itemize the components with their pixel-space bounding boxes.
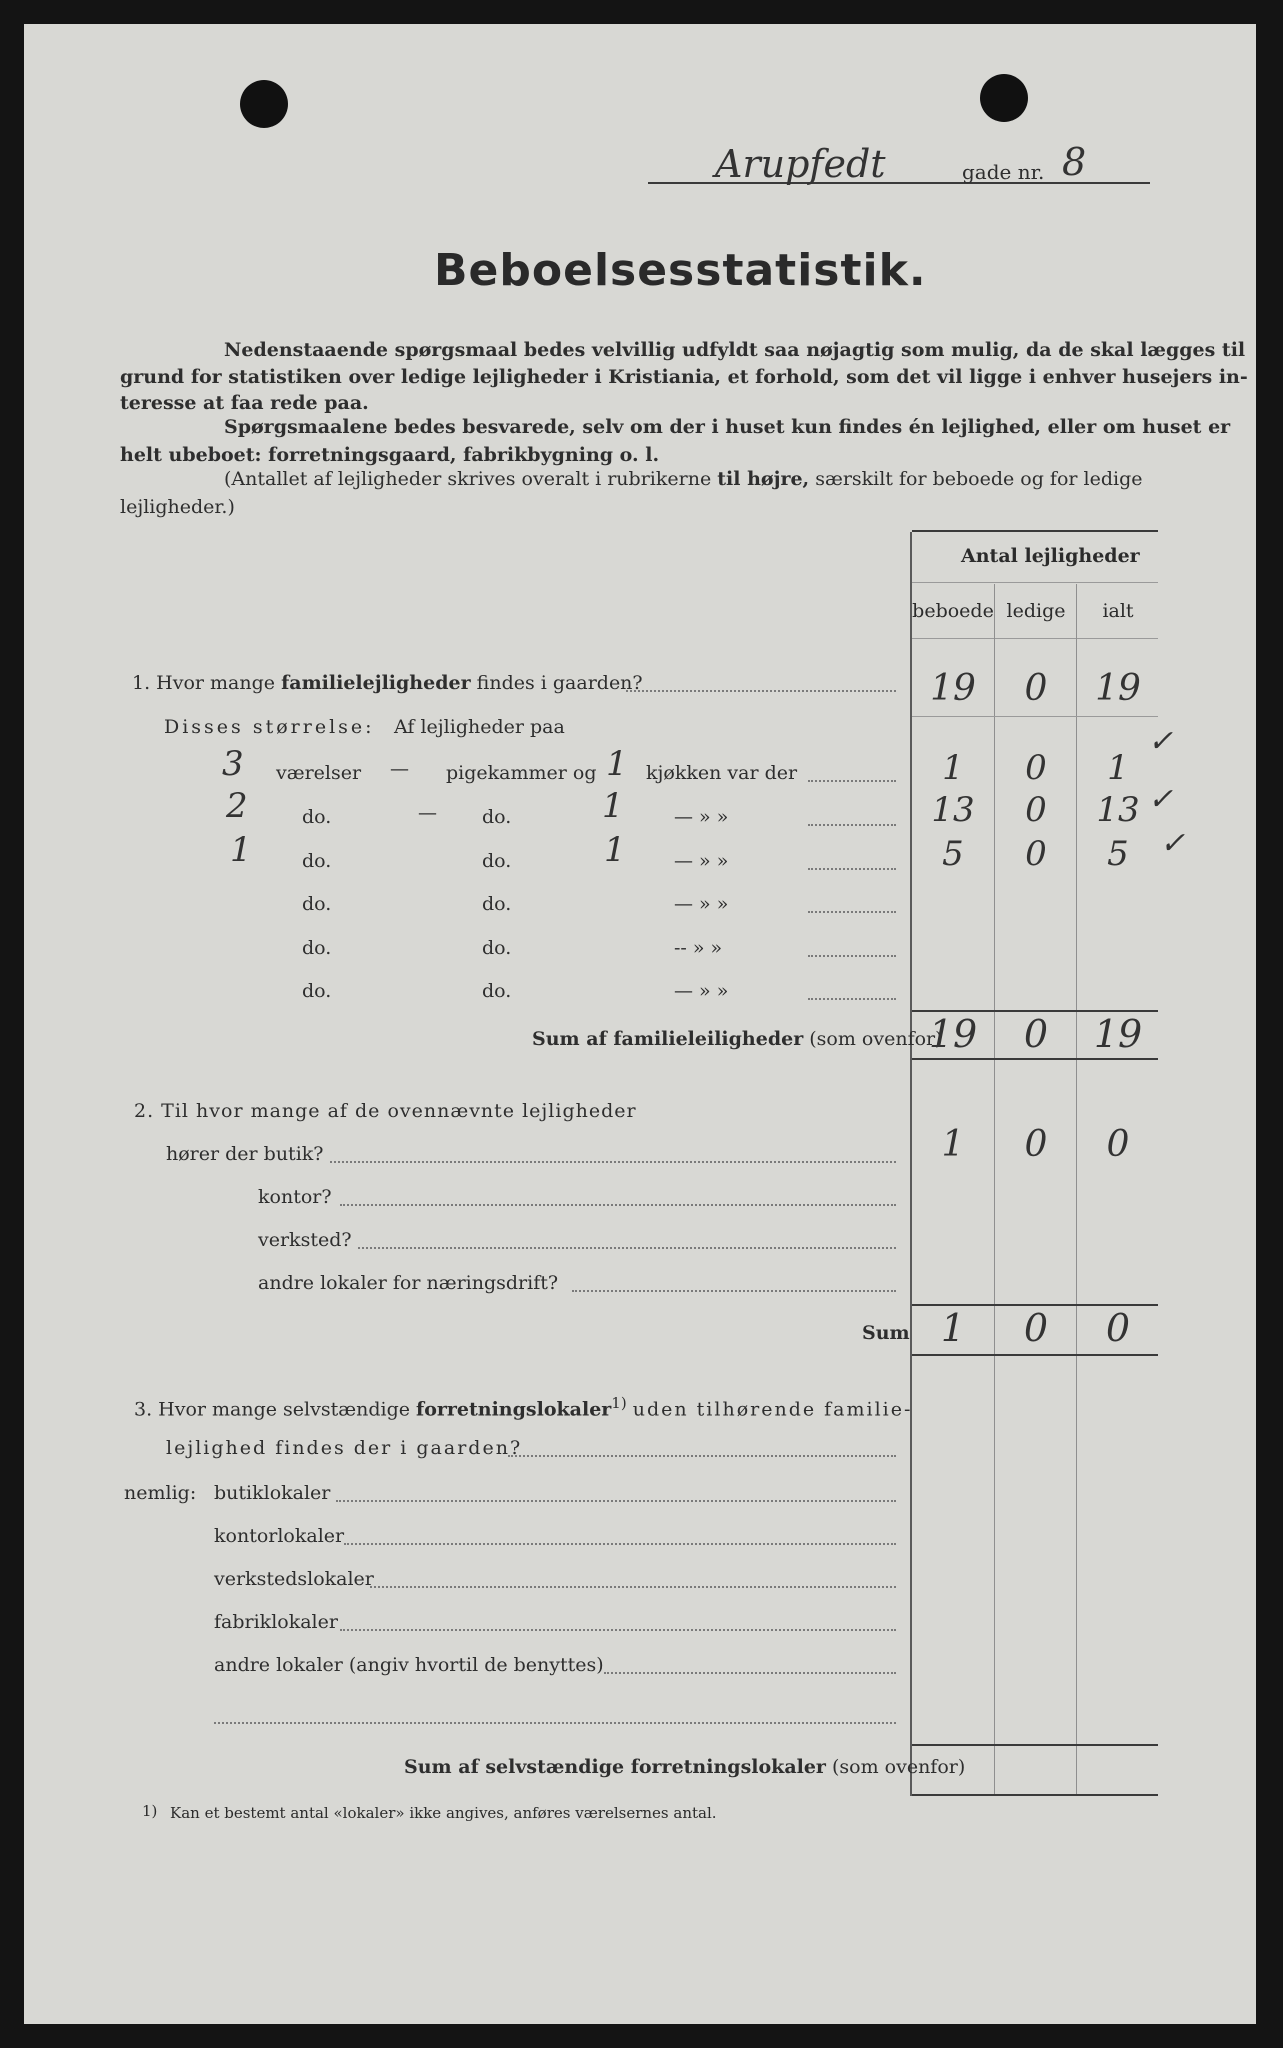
q1-sum-label-b: (som ovenfor) xyxy=(809,1028,943,1050)
intro-p2-line1: Spørgsmaalene bedes besvarede, selv om der i huset kun findes én lejlighed, eller om huset er xyxy=(224,416,1231,438)
intro-p1-line1: Nedenstaaende spørgsmaal bedes velvillig udfyldt saa nøjagtig som mulig, da de skal lægges til xyxy=(224,339,1246,361)
intro-p3-part-c: særskilt for beboede og for ledige xyxy=(815,468,1143,490)
intro-p3-line1 xyxy=(224,468,1142,490)
q2-butik-leader xyxy=(330,1161,896,1163)
intro-p2-line2: helt ubeboet: forretningsgaard, fabrikbygning o. l. xyxy=(120,444,660,466)
q1-label-c: findes i gaarden? xyxy=(476,672,643,694)
table-group-rule xyxy=(912,582,1158,583)
row1-rooms: 3 xyxy=(222,744,244,784)
row6-w3: — » » xyxy=(674,980,729,1002)
q3-sum-bottom-rule xyxy=(912,1794,1158,1796)
row6-w2: do. xyxy=(482,980,512,1002)
col-divider-1 xyxy=(994,584,995,1796)
row5-w2: do. xyxy=(482,937,512,959)
row2-w1: do. xyxy=(302,806,332,828)
row1-ledige: 0 xyxy=(1025,748,1047,788)
q1-sum-label xyxy=(532,1028,943,1050)
row3-ledige: 0 xyxy=(1025,834,1047,874)
row4-w3: — » » xyxy=(674,893,729,915)
q2-row-verksted: verksted? xyxy=(258,1229,352,1251)
q3-row-andre: andre lokaler (angiv hvortil de benyttes) xyxy=(214,1654,604,1676)
footnote-mark: 1) xyxy=(142,1802,158,1820)
q3-label-line2: lejlighed findes der i gaarden? xyxy=(166,1437,523,1459)
intro-p3-bold: til højre, xyxy=(717,468,810,490)
q3-fabrik-leader xyxy=(340,1629,896,1631)
q1-beboede: 19 xyxy=(930,668,976,709)
q3-sum-top-rule xyxy=(912,1744,1158,1746)
q1-leader xyxy=(626,690,896,692)
q2-label: 2. Til hvor mange af de ovennævnte lejligheder xyxy=(134,1100,637,1122)
q2-sum-beboede: 1 xyxy=(940,1306,966,1350)
intro-p1-line3: teresse at faa rede paa. xyxy=(120,392,369,414)
q2-andre-leader xyxy=(572,1290,896,1292)
row2-ialt: 13 xyxy=(1096,790,1140,830)
row3-w3: — » » xyxy=(674,850,729,872)
row1-check-icon: ✓ xyxy=(1148,724,1174,759)
q3-andre-leader xyxy=(604,1672,896,1674)
row4-leader xyxy=(808,911,896,913)
q3-label-bold: forretningslokaler xyxy=(416,1398,612,1421)
q1-label-bold: familielejligheder xyxy=(281,672,471,694)
q2-row-kontor: kontor? xyxy=(258,1186,332,1208)
q2-sum-ledige: 0 xyxy=(1023,1306,1049,1350)
q2-sum-ialt: 0 xyxy=(1105,1306,1131,1350)
q3-leader xyxy=(508,1455,896,1457)
intro-p1-line2: grund for statistiken over ledige lejligheder i Kristiania, et forhold, som det vil ligge i enhver husejers in- xyxy=(120,366,1248,388)
q1-label xyxy=(132,672,643,694)
row2-dash: — xyxy=(418,802,437,824)
q2-sum-label: Sum xyxy=(862,1322,910,1344)
q2-butik-ledige: 0 xyxy=(1024,1124,1048,1165)
q3-row-butik: butiklokaler xyxy=(214,1482,331,1504)
table-top-rule xyxy=(912,530,1158,532)
sizes-label-2: Af lejligheder paa xyxy=(394,716,565,738)
row3-w2: do. xyxy=(482,850,512,872)
q2-kontor-leader xyxy=(340,1204,896,1206)
q1-sum-bottom-rule xyxy=(912,1058,1158,1060)
q1-row-rule xyxy=(912,716,1158,717)
q3-label xyxy=(134,1394,912,1420)
q3-row-verksted: verkstedslokaler xyxy=(214,1568,374,1590)
q3-sum-label xyxy=(404,1756,965,1778)
row1-w2: pigekammer og xyxy=(446,762,597,784)
q2-row-andre: andre lokaler for næringsdrift? xyxy=(258,1272,559,1294)
q1-sum-label-bold: Sum af familieleiligheder xyxy=(532,1028,804,1050)
q1-sum-ledige: 0 xyxy=(1023,1012,1049,1056)
q3-blank-leader xyxy=(214,1722,896,1724)
row5-w1: do. xyxy=(302,937,332,959)
col-header-ledige: ledige xyxy=(1006,600,1066,622)
row5-w3: -- » » xyxy=(674,937,723,959)
row2-check-icon: ✓ xyxy=(1148,782,1174,817)
row3-kitchen: 1 xyxy=(604,830,626,870)
q1-sum-beboede: 19 xyxy=(928,1012,978,1056)
q3-kontor-leader xyxy=(344,1543,896,1545)
footnote-text: Kan et bestemt antal «lokaler» ikke angives, anføres værelsernes antal. xyxy=(170,1804,717,1822)
row2-kitchen: 1 xyxy=(602,786,624,826)
table-header-rule xyxy=(912,638,1158,639)
row2-w3: — » » xyxy=(674,806,729,828)
row2-leader xyxy=(808,824,896,826)
q2-sum-bottom-rule xyxy=(912,1354,1158,1356)
row3-w1: do. xyxy=(302,850,332,872)
punch-hole-left xyxy=(240,80,288,128)
col-divider-2 xyxy=(1076,584,1077,1796)
row3-ialt: 5 xyxy=(1107,834,1129,874)
street-number: 8 xyxy=(1062,140,1087,184)
intro-p3-part-a: (Antallet af lejligheder skrives overalt i rubrikerne xyxy=(224,468,712,490)
row1-ialt: 1 xyxy=(1107,748,1129,788)
q2-verksted-leader xyxy=(358,1247,896,1249)
row1-beboede: 1 xyxy=(942,748,964,788)
row1-w1: værelser xyxy=(276,762,362,784)
row2-beboede: 13 xyxy=(931,790,975,830)
row6-leader xyxy=(808,998,896,1000)
q1-ledige: 0 xyxy=(1024,668,1048,709)
sizes-label: Disses størrelse: xyxy=(164,716,375,738)
row2-rooms: 2 xyxy=(226,786,248,826)
row2-ledige: 0 xyxy=(1025,790,1047,830)
row4-w2: do. xyxy=(482,893,512,915)
row1-kitchen: 1 xyxy=(606,744,628,784)
q1-ialt: 19 xyxy=(1095,668,1141,709)
intro-p3-line2: lejligheder.) xyxy=(120,496,235,518)
q3-butik-leader xyxy=(336,1500,896,1502)
row1-w3: kjøkken var der xyxy=(646,762,798,784)
q3-sum-label-b: (som ovenfor) xyxy=(832,1756,966,1778)
row6-w1: do. xyxy=(302,980,332,1002)
q3-nemlig: nemlig: xyxy=(124,1482,197,1504)
group-header: Antal lejligheder xyxy=(961,545,1140,567)
col-header-beboede: beboede xyxy=(912,600,994,622)
page-title: Beboelsesstatistik. xyxy=(434,245,927,296)
q3-row-fabrik: fabriklokaler xyxy=(214,1611,338,1633)
row3-leader xyxy=(808,868,896,870)
q2-row-butik: hører der butik? xyxy=(166,1143,324,1165)
q2-butik-beboede: 1 xyxy=(941,1124,965,1165)
col-header-ialt: ialt xyxy=(1102,600,1134,622)
q1-sum-ialt: 19 xyxy=(1093,1012,1143,1056)
q3-verksted-leader xyxy=(370,1586,896,1588)
row4-w1: do. xyxy=(302,893,332,915)
q3-label-c: uden tilhørende familie- xyxy=(632,1398,913,1421)
row1-dash: — xyxy=(390,758,409,780)
row2-w2: do. xyxy=(482,806,512,828)
row3-beboede: 5 xyxy=(942,834,964,874)
q3-footnote-mark: 1) xyxy=(611,1394,627,1412)
row3-check-icon: ✓ xyxy=(1160,826,1186,861)
row5-leader xyxy=(808,955,896,957)
q3-label-a: 3. Hvor mange selvstændige xyxy=(134,1398,410,1421)
q3-row-kontor: kontorlokaler xyxy=(214,1525,345,1547)
q2-butik-ialt: 0 xyxy=(1106,1124,1130,1165)
punch-hole-right xyxy=(980,74,1028,122)
gade-label: gade nr. xyxy=(962,160,1045,184)
q3-sum-label-bold: Sum af selvstændige forretningslokaler xyxy=(404,1756,826,1778)
street-name: Arupfedt xyxy=(715,142,886,186)
row3-rooms: 1 xyxy=(230,830,252,870)
row1-leader xyxy=(808,780,896,782)
q1-label-a: 1. Hvor mange xyxy=(132,672,276,694)
